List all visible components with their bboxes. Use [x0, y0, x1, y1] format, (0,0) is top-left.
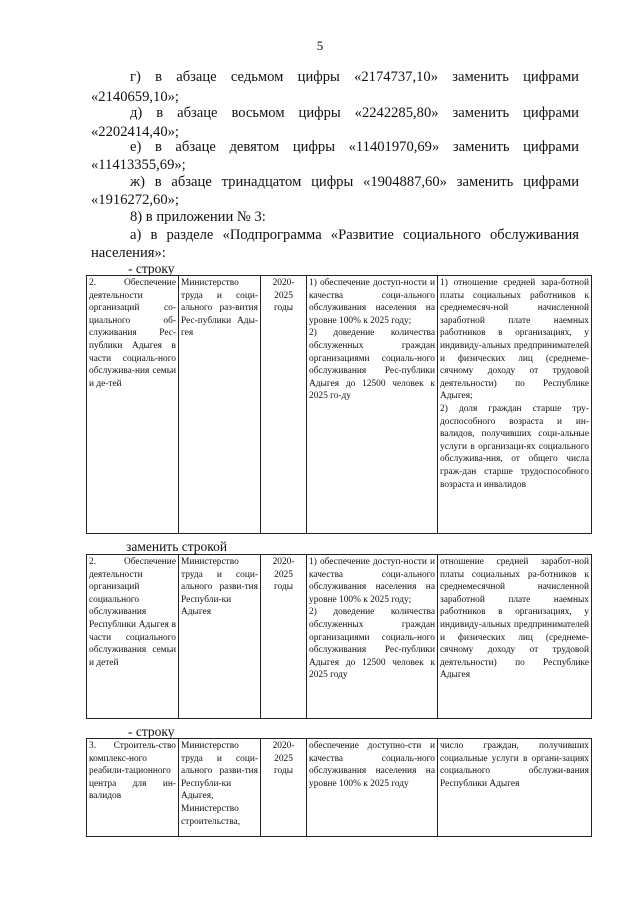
cell-event: 2. Обеспечение деятельности организаций социального обслуживания Республики Адыгея в части социального обслуживания семьи и детей — [87, 555, 179, 719]
cell-result: обеспечение доступно-сти и качества социаль-ного обслуживания населения на уровне 100% к 2025 году — [307, 739, 438, 837]
amendment-e-line1: е) в абзаце девятом цифры «11401970,69» заменить цифрами — [130, 139, 579, 155]
cell-indicator: отношение средней заработ-ной платы социальных ра-ботников к среднемесячной начисленной заработной плате наемных работников в организациях, у индивиду-альных предпринимателей и физических лиц (среднеме-сячному доходу от трудовой деятельности) по Республике Адыгея — [438, 555, 592, 719]
cell-executor: Министерство труда и соци-ального разви-тия Республи-ки Адыгея — [179, 555, 261, 719]
cell-executor: Министерство труда и соци-ального раз-вития Рес-публики Ады-гея — [179, 276, 261, 534]
amendment-e-line2: «11413355,69»; — [91, 157, 186, 173]
table-row — [87, 739, 592, 837]
amendment-g-line1: г) в абзаце седьмом цифры «2174737,10» заменить цифрами — [130, 69, 579, 85]
label-replace: заменить строкой — [126, 539, 228, 554]
cell-result: 1) обеспечение доступ-ности и качества соци-ального обслуживания населения на уровне 100% к 2025 году; 2) доведение количества обслуженных граждан организациями социаль-ного обслуживания Рес-публики Адыгея до 12500 человек к 2025 году — [307, 555, 438, 719]
cell-executor: Министерство труда и соци-ального разви-тия Республи-ки Адыгея, Министерство строительства, — [179, 739, 261, 837]
section-a-line1: а) в разделе «Подпрограмма «Развитие социального обслуживания — [130, 227, 579, 243]
amendment-zh-line1: ж) в абзаце тринадцатом цифры «1904887,60» заменить цифрами — [130, 174, 579, 190]
cell-indicator: число граждан, получивших социальные услуги в органи-зациях социального обслужи-вания Республики Адыгея — [438, 739, 592, 837]
cell-indicator: 1) отношение средней зара-ботной платы социальных работников к среднемесяч-ной начисленной заработной плате наемных работников в организациях, у индивиду-альных предпринимателей и физических лиц (среднеме-сячному доходу от трудовой деятельности) по Республике Адыгея; 2) доля граждан старше тру-доспособного возраста и ин-валидов, получивших соци-альные услуги в организаци-ях социального обслужива-ния, от общего числа граж-дан старше трудоспособного возраста и инвалидов — [438, 276, 592, 534]
amendment-g-line2: «2140659,10»; — [91, 89, 179, 105]
cell-event: 3. Строитель-ство комплекс-ного реабили-тационного центра для ин-валидов — [87, 739, 179, 837]
cell-period: 2020- 2025 годы — [261, 739, 307, 837]
appendix-heading: 8) в приложении № 3: — [130, 209, 266, 225]
cell-event: 2. Обеспечение деятельности организаций со-циального об-служивания Рес-публики Адыгея в части социаль-ного обслужива-ния семьи и де-тей — [87, 276, 179, 534]
table-row — [87, 276, 592, 534]
table-row — [87, 555, 592, 719]
table-new-row — [86, 554, 592, 719]
label-row-old-2: - строку — [128, 724, 175, 739]
cell-period: 2020- 2025 годы — [261, 276, 307, 534]
amendment-d-line2: «2202414,40»; — [91, 124, 179, 140]
label-row-old-1: - строку — [128, 261, 175, 276]
amendment-d-line1: д) в абзаце восьмом цифры «2242285,80» заменить цифрами — [130, 105, 579, 121]
page-number: 5 — [316, 38, 324, 53]
cell-result: 1) обеспечение доступ-ности и качества соци-ального обслуживания населения на уровне 100% к 2025 году; 2) доведение количества обслуженных граждан организациями социаль-ного обслуживания Рес-публики Адыгея до 12500 человек к 2025 го-ду — [307, 276, 438, 534]
amendment-zh-line2: «1916272,60»; — [91, 192, 179, 208]
table-old-row — [86, 275, 592, 534]
section-a-line2: населения»: — [91, 245, 166, 261]
table-row-3 — [86, 738, 592, 837]
cell-period: 2020- 2025 годы — [261, 555, 307, 719]
